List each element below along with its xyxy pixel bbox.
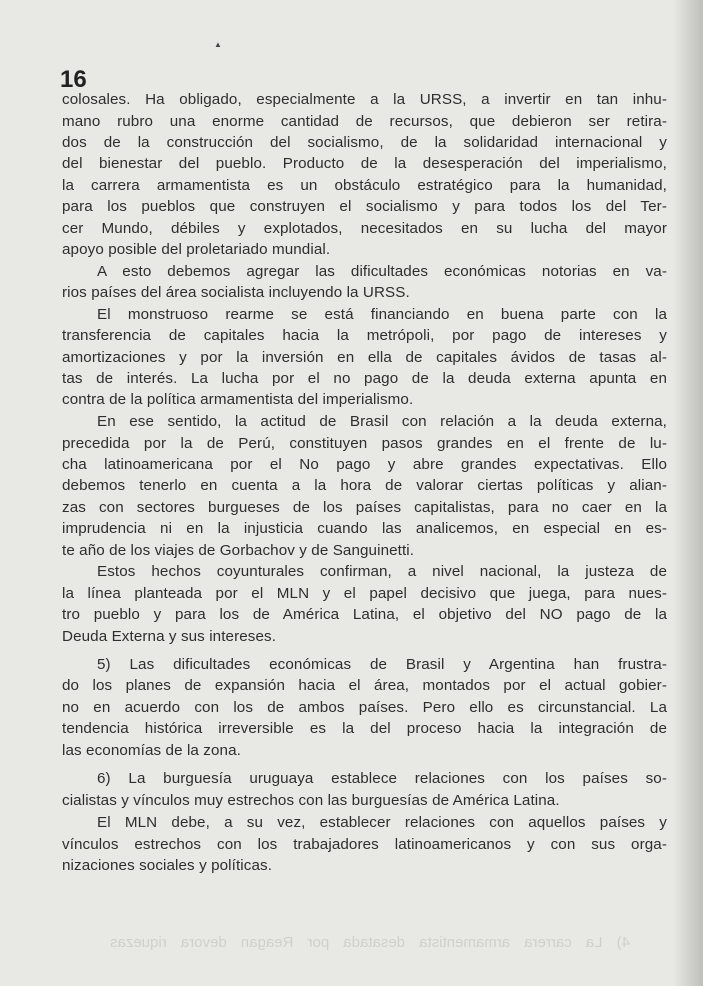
text-line: Estos hechos coyunturales confirman, a nivel nacional, la justeza de (97, 563, 667, 580)
text-line: rios países del área socialista incluyendo la URSS. (62, 284, 410, 301)
text-line: Deuda Externa y sus intereses. (62, 628, 277, 645)
text-line: El MLN debe, a su vez, establecer relaciones con aquellos países y (97, 814, 667, 831)
text-line: la línea planteada por el MLN y el papel decisivo que juega, para nues- (62, 585, 667, 602)
text-line: transferencia de capitales hacia la metrópoli, por pago de intereses y (62, 327, 667, 344)
text-line: debemos tenerlo en cuenta a la hora de valorar ciertas políticas y alian- (62, 477, 667, 494)
text-line: vínculos estrechos con los trabajadores latinoamericanos y con sus orga- (62, 836, 667, 853)
text-line: 5) Las dificultades económicas de Brasil y Argentina han frustra- (97, 656, 667, 673)
bleed-through-text: 4) La carrera armamentista desatada por Reagan devora riquezas (110, 934, 630, 951)
text-line: te año de los viajes de Gorbachov y de Sanguinetti. (62, 542, 415, 559)
text-line: tro pueblo y para los de América Latina, el objetivo del NO pago de la (62, 606, 667, 623)
text-line: cha latinoamericana por el No pago y abre grandes expectativas. Ello (62, 456, 667, 473)
text-line: apoyo posible del proletariado mundial. (62, 241, 331, 258)
text-line: del bienestar del pueblo. Producto de la desesperación del imperialismo, (62, 155, 667, 172)
text-line: colosales. Ha obligado, especialmente a la URSS, a invertir en tan inhu- (62, 91, 667, 108)
text-line: contra de la política armamentista del imperialismo. (62, 391, 414, 408)
text-line: amortizaciones y por la inversión en ella de capitales ávidos de tasas al- (62, 349, 667, 366)
text-line: dos de la construcción del socialismo, de la solidaridad internacional y (62, 134, 667, 151)
text-line: precedida por la de Perú, constituyen pasos grandes en el frente de lu- (62, 435, 667, 452)
text-line: nizaciones sociales y políticas. (62, 857, 273, 874)
text-line: cer Mundo, débiles y explotados, necesitados en su lucha del mayor (62, 220, 667, 237)
text-line: tas de interés. La lucha por el no pago de la deuda externa apunta en (62, 370, 667, 387)
text-line: tendencia histórica irreversible es la del proceso hacia la integración de (62, 720, 667, 737)
text-line: do los planes de expansión hacia el área, montados por el actual gobier- (62, 677, 667, 694)
text-line: A esto debemos agregar las dificultades económicas notorias en va- (97, 263, 667, 280)
text-line: mano rubro una enorme cantidad de recursos, que debieron ser retira- (62, 113, 667, 130)
text-line: no en acuerdo con los de ambos países. Pero ello es circunstancial. La (62, 699, 667, 716)
text-line: El monstruoso rearme se está financiando en buena parte con la (97, 306, 667, 323)
text-line: imprudencia ni en la injusticia cuando las analicemos, en especial en es- (62, 520, 667, 537)
scan-speck: ▲ (214, 40, 222, 49)
page-number: 16 (60, 66, 87, 93)
text-line: para los pueblos que construyen el socialismo y para todos los del Ter- (62, 198, 667, 215)
text-line: las economías de la zona. (62, 742, 241, 759)
text-line: zas con sectores burgueses de los países capitalistas, para no caer en la (62, 499, 667, 516)
text-line: 6) La burguesía uruguaya establece relaciones con los países so- (97, 770, 667, 787)
page-edge-shadow (673, 0, 703, 986)
text-line: En ese sentido, la actitud de Brasil con relación a la deuda externa, (97, 413, 667, 430)
text-line: la carrera armamentista es un obstáculo estratégico para la humanidad, (62, 177, 667, 194)
text-line: cialistas y vínculos muy estrechos con las burguesías de América Latina. (62, 792, 560, 809)
